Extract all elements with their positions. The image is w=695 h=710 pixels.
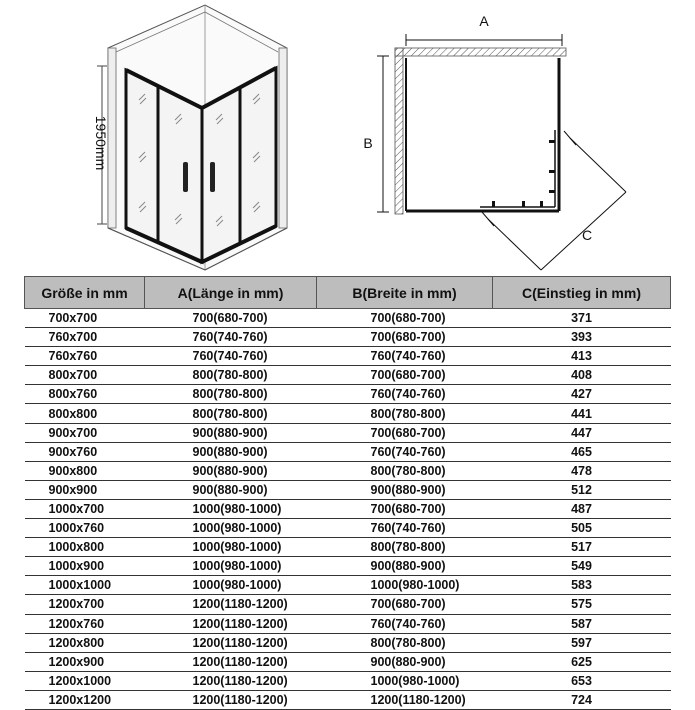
table-row (25, 614, 671, 633)
diagram-area (0, 0, 695, 275)
cell-b-width: 700(680-700) (317, 309, 493, 328)
cell-size: 1200x760 (25, 614, 145, 633)
cell-a-length: 800(780-800) (145, 404, 317, 423)
cell-c-entry: 575 (493, 595, 671, 614)
table-row (25, 309, 671, 328)
cell-a-length: 800(780-800) (145, 366, 317, 385)
cell-c-entry: 505 (493, 519, 671, 538)
table-row (25, 423, 671, 442)
cell-size: 1000x900 (25, 557, 145, 576)
table-row (25, 461, 671, 480)
cell-a-length: 900(880-900) (145, 442, 317, 461)
cell-b-width: 760(740-760) (317, 347, 493, 366)
cell-b-width: 760(740-760) (317, 442, 493, 461)
cell-a-length: 1200(1180-1200) (145, 671, 317, 690)
table-row (25, 652, 671, 671)
cell-size: 900x900 (25, 480, 145, 499)
cell-size: 760x760 (25, 347, 145, 366)
cell-b-width: 700(680-700) (317, 499, 493, 518)
cell-size: 900x800 (25, 461, 145, 480)
cell-b-width: 1200(1180-1200) (317, 690, 493, 709)
cell-size: 1000x760 (25, 519, 145, 538)
cell-a-length: 900(880-900) (145, 423, 317, 442)
cell-c-entry: 653 (493, 671, 671, 690)
header-a-length: A(Länge in mm) (145, 277, 317, 309)
cell-size: 1000x1000 (25, 576, 145, 595)
table-row (25, 404, 671, 423)
cell-b-width: 800(780-800) (317, 404, 493, 423)
table-row (25, 499, 671, 518)
cell-b-width: 700(680-700) (317, 328, 493, 347)
shower-perspective-drawing (93, 5, 287, 270)
header-b-width: B(Breite in mm) (317, 277, 493, 309)
cell-size: 1200x800 (25, 633, 145, 652)
cell-c-entry: 413 (493, 347, 671, 366)
cell-b-width: 700(680-700) (317, 423, 493, 442)
header-size: Größe in mm (25, 277, 145, 309)
cell-size: 1200x900 (25, 652, 145, 671)
cell-a-length: 1000(980-1000) (145, 576, 317, 595)
table-row (25, 442, 671, 461)
cell-b-width: 800(780-800) (317, 633, 493, 652)
cell-a-length: 700(680-700) (145, 309, 317, 328)
cell-size: 900x760 (25, 442, 145, 461)
cell-c-entry: 583 (493, 576, 671, 595)
cell-a-length: 900(880-900) (145, 480, 317, 499)
table-row (25, 557, 671, 576)
cell-b-width: 900(880-900) (317, 652, 493, 671)
cell-b-width: 1000(980-1000) (317, 576, 493, 595)
cell-b-width: 800(780-800) (317, 461, 493, 480)
table-row (25, 633, 671, 652)
table-row (25, 690, 671, 709)
dimension-b-label: B (363, 135, 373, 151)
table-row (25, 576, 671, 595)
cell-size: 760x700 (25, 328, 145, 347)
cell-size: 1200x1200 (25, 690, 145, 709)
cell-a-length: 1200(1180-1200) (145, 690, 317, 709)
table-row (25, 385, 671, 404)
cell-b-width: 800(780-800) (317, 538, 493, 557)
cell-c-entry: 441 (493, 404, 671, 423)
table-body (25, 309, 671, 710)
table-header-row (25, 277, 671, 309)
cell-c-entry: 549 (493, 557, 671, 576)
cell-b-width: 1000(980-1000) (317, 671, 493, 690)
cell-c-entry: 371 (493, 309, 671, 328)
cell-a-length: 1000(980-1000) (145, 519, 317, 538)
cell-c-entry: 587 (493, 614, 671, 633)
cell-size: 1200x700 (25, 595, 145, 614)
table-row (25, 480, 671, 499)
cell-b-width: 760(740-760) (317, 519, 493, 538)
cell-a-length: 760(740-760) (145, 347, 317, 366)
header-c-entry: C(Einstieg in mm) (493, 277, 671, 309)
cell-b-width: 900(880-900) (317, 480, 493, 499)
cell-c-entry: 427 (493, 385, 671, 404)
door-handle-left (183, 162, 188, 192)
size-specification-table (24, 276, 671, 710)
cell-a-length: 1000(980-1000) (145, 499, 317, 518)
cell-a-length: 760(740-760) (145, 328, 317, 347)
table-row (25, 328, 671, 347)
cell-a-length: 1200(1180-1200) (145, 633, 317, 652)
cell-c-entry: 447 (493, 423, 671, 442)
table-row (25, 595, 671, 614)
cell-a-length: 1200(1180-1200) (145, 652, 317, 671)
height-label: 1950mm (93, 115, 109, 171)
cell-size: 1000x700 (25, 499, 145, 518)
cell-c-entry: 512 (493, 480, 671, 499)
cell-b-width: 700(680-700) (317, 366, 493, 385)
cell-size: 1200x1000 (25, 671, 145, 690)
cell-size: 800x800 (25, 404, 145, 423)
cell-a-length: 900(880-900) (145, 461, 317, 480)
table-row (25, 519, 671, 538)
dimension-a-label: A (479, 13, 489, 29)
cell-b-width: 700(680-700) (317, 595, 493, 614)
top-view-plan-drawing (363, 13, 626, 270)
cell-b-width: 760(740-760) (317, 385, 493, 404)
cell-a-length: 1200(1180-1200) (145, 614, 317, 633)
cell-c-entry: 517 (493, 538, 671, 557)
cell-size: 900x700 (25, 423, 145, 442)
cell-c-entry: 625 (493, 652, 671, 671)
door-handle-right (210, 162, 215, 192)
table-row (25, 366, 671, 385)
cell-a-length: 1000(980-1000) (145, 538, 317, 557)
cell-c-entry: 393 (493, 328, 671, 347)
cell-size: 1000x800 (25, 538, 145, 557)
cell-c-entry: 487 (493, 499, 671, 518)
cell-b-width: 760(740-760) (317, 614, 493, 633)
cell-c-entry: 724 (493, 690, 671, 709)
cell-b-width: 900(880-900) (317, 557, 493, 576)
table-row (25, 671, 671, 690)
cell-c-entry: 408 (493, 366, 671, 385)
cell-c-entry: 465 (493, 442, 671, 461)
table-row (25, 347, 671, 366)
cell-size: 700x700 (25, 309, 145, 328)
cell-a-length: 1200(1180-1200) (145, 595, 317, 614)
cell-a-length: 1000(980-1000) (145, 557, 317, 576)
cell-size: 800x700 (25, 366, 145, 385)
cell-size: 800x760 (25, 385, 145, 404)
cell-c-entry: 478 (493, 461, 671, 480)
dimension-c-label: C (581, 227, 593, 243)
cell-a-length: 800(780-800) (145, 385, 317, 404)
table-row (25, 538, 671, 557)
cell-c-entry: 597 (493, 633, 671, 652)
